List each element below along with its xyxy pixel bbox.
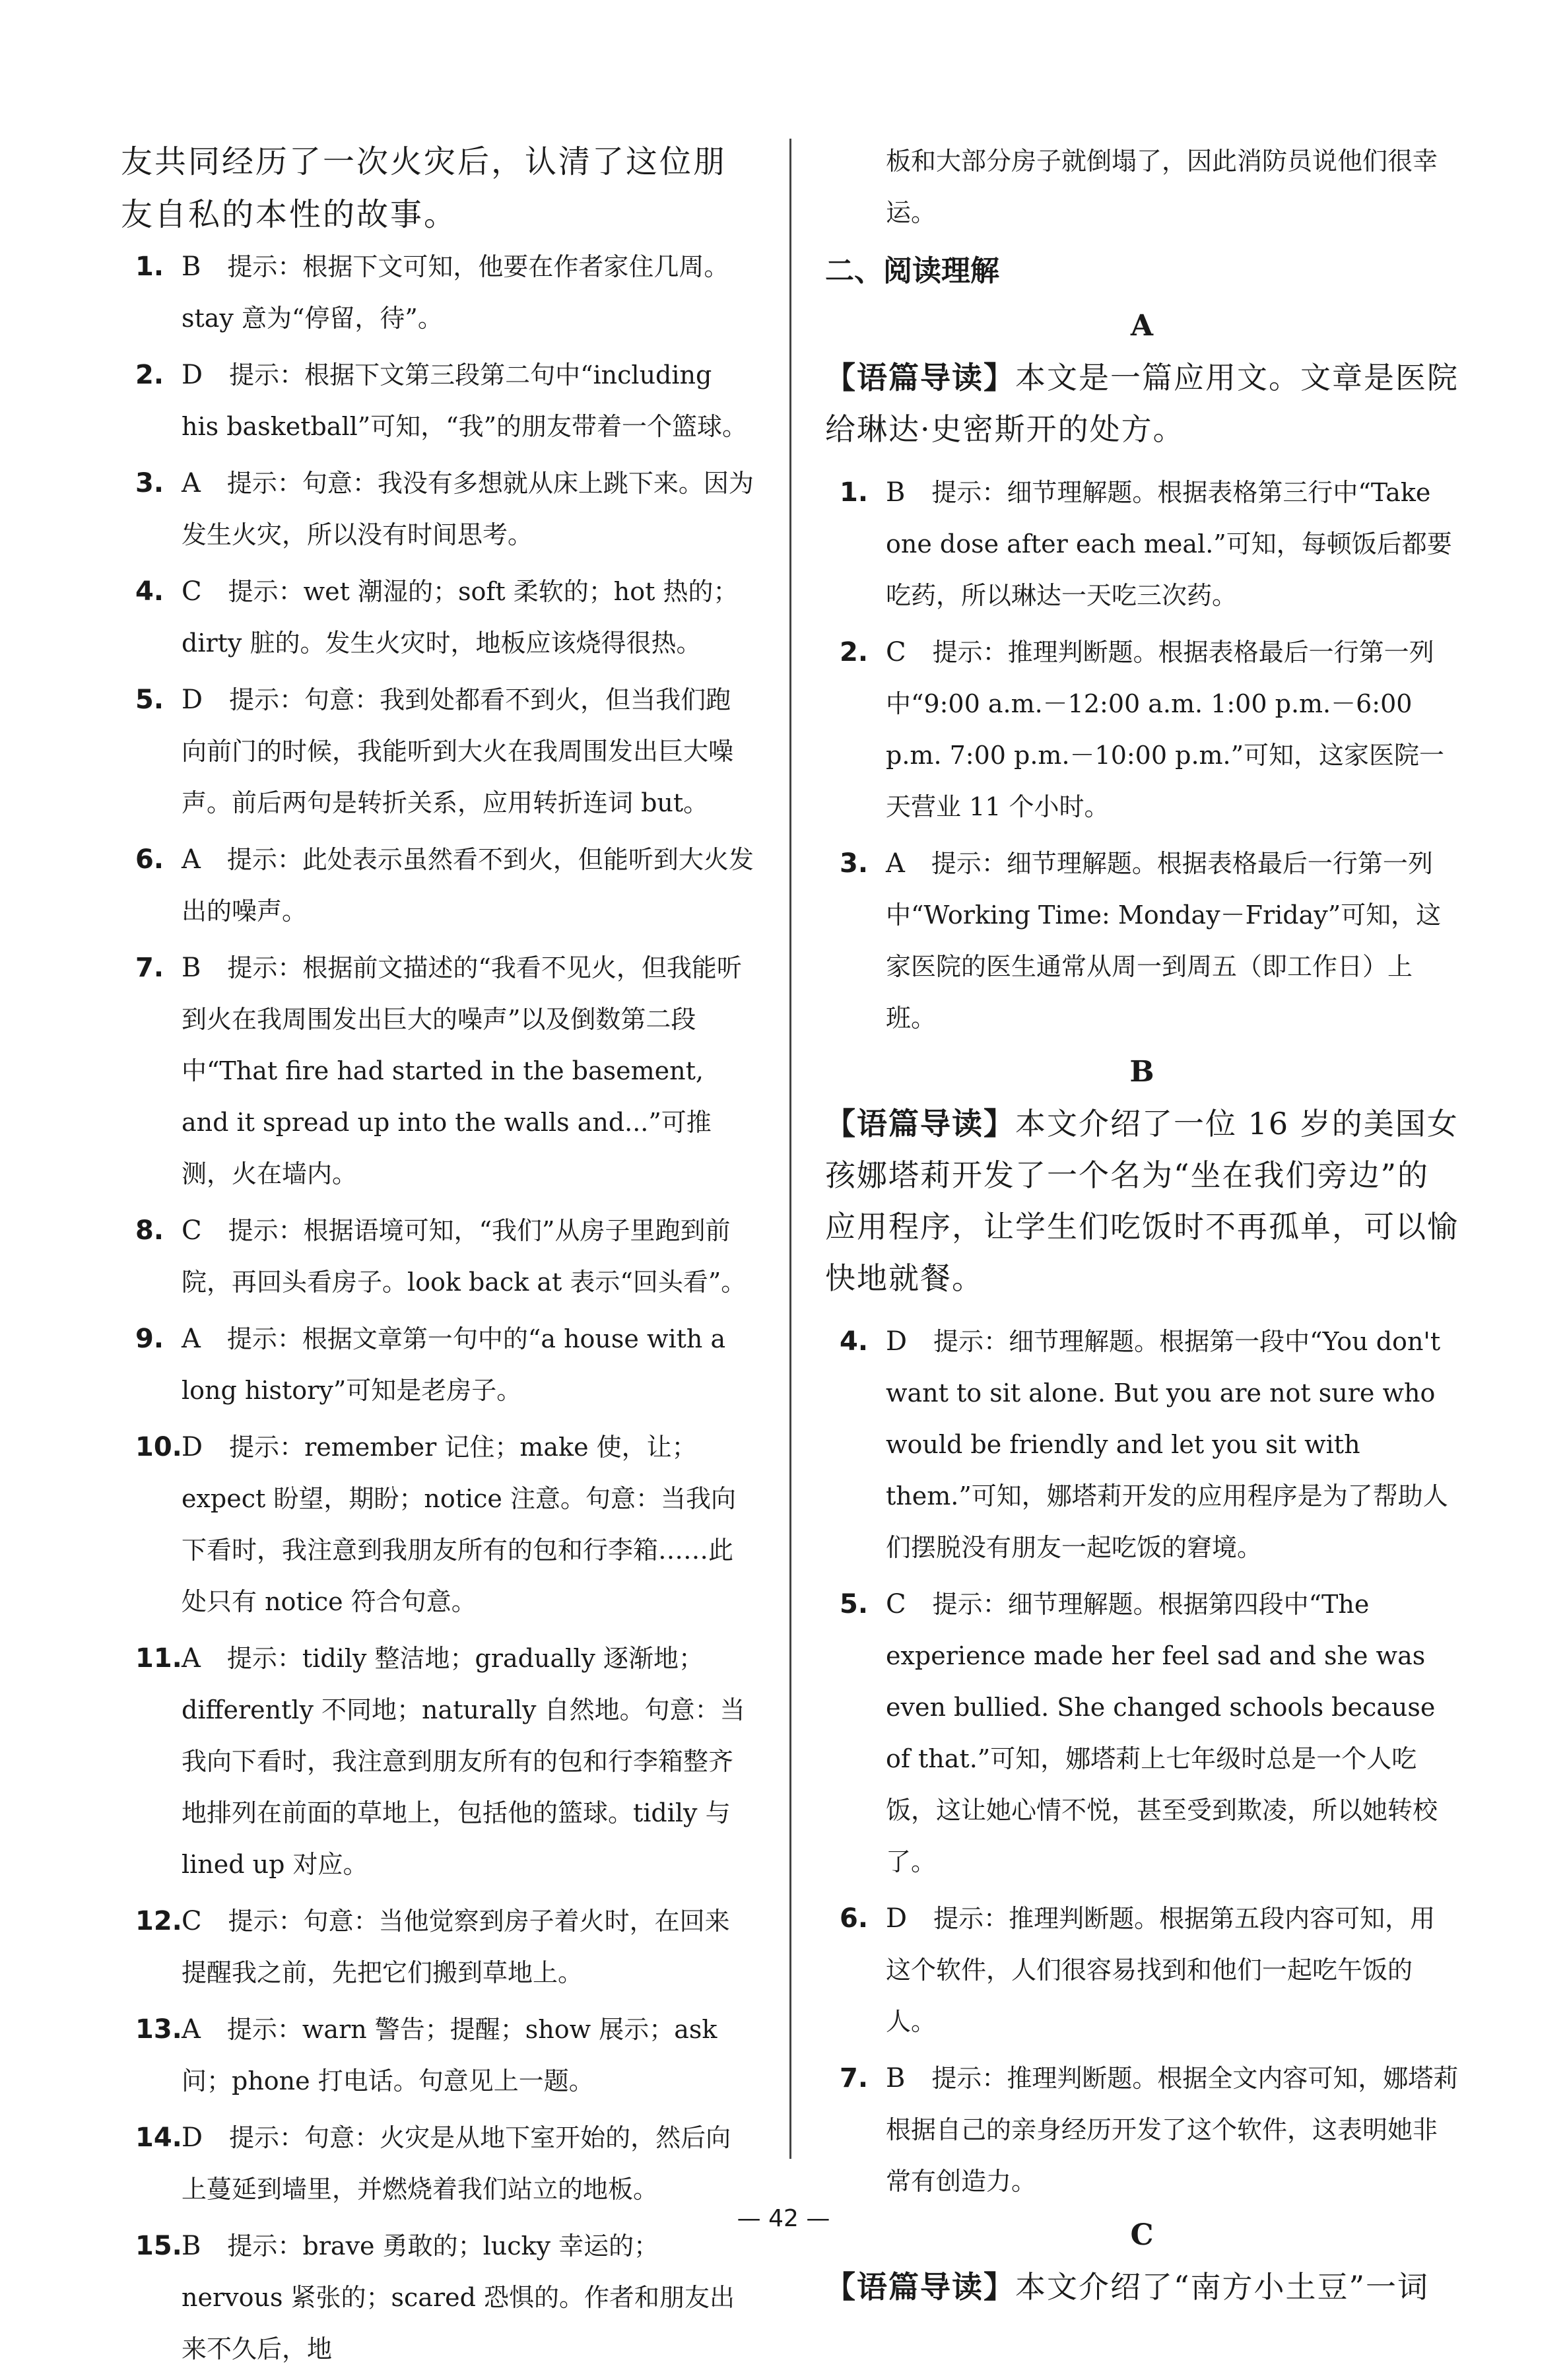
guide-label: 【语篇导读】 [825, 2269, 1015, 2305]
hint-text: warn 警告；提醒；show 展示；ask 问；phone 打电话。句意见上一题。 [182, 2015, 717, 2095]
answer-item [121, 2220, 754, 2375]
hint-text: 句意：当他觉察到房子着火时，在回来提醒我之前，先把它们搬到草地上。 [182, 1907, 730, 1987]
hint-text: 推理判断题。根据第五段内容可知，用这个软件，人们很容易找到和他们一起吃午饭的人。 [886, 1904, 1436, 2036]
item-number: 1. [840, 477, 869, 508]
answer-item [121, 349, 754, 452]
hint-label: 提示： [229, 360, 305, 390]
answer-letter: D [886, 1326, 908, 1357]
answer-letter: B [182, 2231, 201, 2261]
right-column [825, 135, 1459, 2325]
hint-text: wet 潮湿的；soft 柔软的；hot 热的；dirty 脏的。发生火灾时，地板应该烧得很热。 [182, 577, 739, 658]
hint-label: 提示： [228, 577, 304, 606]
hint-label: 提示： [933, 1327, 1009, 1356]
answer-letter: B [886, 477, 906, 508]
item-number: 4. [840, 1326, 869, 1357]
left-column [121, 135, 754, 2380]
item-number: 11. [135, 1643, 182, 1674]
passage-a-title: A [1130, 309, 1154, 343]
hint-text: 细节理解题。根据表格第三行中“Take one dose after each meal.”可知，每顿饭后都要吃药，所以琳达一天吃三次药。 [886, 478, 1452, 610]
answer-letter: C [886, 1589, 906, 1619]
hint-label: 提示： [931, 2064, 1007, 2093]
guide-label: 【语篇导读】 [825, 360, 1015, 395]
answer-letter: B [886, 2063, 906, 2093]
answer-item [825, 1316, 1459, 1573]
hint-text: 细节理解题。根据第一段中“You don't want to sit alone. But you are not sure who would be friendly and let you sit with them.”可知，娜塔莉开发的应用程序是为了帮助人们摆脱没有朋友一起吃饭的窘境。 [886, 1327, 1448, 1562]
answer-item [121, 2112, 754, 2215]
answer-item [121, 1205, 754, 1308]
hint-text: tidily 整洁地；gradually 逐渐地；differently 不同地；naturally 自然地。句意：当我向下看时，我注意到朋友所有的包和行李箱整齐地排列在前面的草地上，包括他的篮球。tidily 与 lined up 对应。 [182, 1644, 745, 1879]
answer-letter: A [182, 844, 201, 875]
answer-item [121, 2004, 754, 2107]
item-number: 15. [135, 2231, 182, 2261]
answer-item [121, 458, 754, 561]
section-title: 二、阅读理解 [825, 254, 999, 288]
hint-label: 提示： [931, 478, 1007, 507]
passage-b-guide [825, 1098, 1459, 1304]
answer-letter: A [182, 1324, 201, 1354]
item-number: 8. [135, 1215, 164, 1246]
passage-a-answers [825, 467, 1459, 1044]
guide-label: 【语篇导读】 [825, 1106, 1015, 1141]
item-number: 9. [135, 1324, 164, 1354]
answer-item [121, 1421, 754, 1627]
left-answer-list [121, 241, 754, 2375]
answer-letter: A [182, 468, 201, 498]
item-number: 14. [135, 2123, 182, 2153]
hint-text: 根据下文第三段第二句中“including his basketball”可知，“我”的朋友带着一个篮球。 [182, 360, 748, 441]
answer-letter: C [182, 1906, 202, 1936]
item-number: 10. [135, 1432, 182, 1462]
answer-item [121, 1895, 754, 1998]
item-number: 4. [135, 576, 164, 607]
hint-label: 提示： [228, 1216, 304, 1245]
item-number: 3. [840, 848, 869, 879]
hint-text: 此处表示虽然看不到火，但能听到大火发出的噪声。 [182, 845, 754, 926]
item-number: 2. [135, 360, 164, 390]
hint-label: 提示： [229, 1433, 305, 1462]
hint-label: 提示： [226, 2015, 302, 2044]
answer-letter: D [182, 685, 203, 715]
answer-letter: B [182, 953, 201, 983]
answer-item [121, 834, 754, 937]
answer-letter: D [182, 360, 203, 390]
continuation-text: 板和大部分房子就倒塌了，因此消防员说他们很幸运。 [886, 147, 1438, 227]
hint-label: 提示： [227, 252, 303, 281]
answer-letter: A [886, 848, 905, 879]
item-number: 6. [135, 844, 164, 875]
answer-item [825, 2053, 1459, 2207]
answer-letter: C [886, 637, 906, 667]
passage-a-guide [825, 352, 1459, 455]
item-number: 2. [840, 637, 869, 667]
item-number: 6. [840, 1903, 869, 1934]
hint-label: 提示： [226, 845, 302, 874]
answer-item [121, 1633, 754, 1890]
hint-text: 句意：我没有多想就从床上跳下来。因为发生火灾，所以没有时间思考。 [182, 469, 754, 549]
answer-letter: D [182, 1432, 203, 1462]
hint-label: 提示： [226, 1644, 302, 1673]
hint-text: 根据前文描述的“我看不见火，但我能听到火在我周围发出巨大的噪声”以及倒数第二段中“That fire had started in the basement, and it spread up into the walls and...”可推测，火在墙内。 [182, 953, 742, 1188]
hint-label: 提示： [227, 2231, 303, 2261]
hint-text: brave 勇敢的；lucky 幸运的；nervous 紧张的；scared 恐惧的。作者和朋友出来不久后，地 [182, 2231, 735, 2363]
hint-label: 提示： [229, 685, 305, 714]
answer-item [121, 942, 754, 1200]
answer-letter: A [182, 2014, 201, 2045]
answer-item [121, 566, 754, 669]
hint-text: 句意：火灾是从地下室开始的，然后向上蔓延到墙里，并燃烧着我们站立的地板。 [182, 2123, 731, 2204]
hint-text: remember 记住；make 使，让；expect 盼望，期盼；notice 注意。句意：当我向下看时，我注意到我朋友所有的包和行李箱……此处只有 notice 符合句意。 [182, 1433, 736, 1616]
answer-letter: C [182, 1215, 202, 1246]
hint-text: 细节理解题。根据表格最后一行第一列中“Working Time: Monday－Friday”可知，这家医院的医生通常从周一到周五（即工作日）上班。 [886, 849, 1442, 1033]
passage-c-title: C [1130, 2218, 1154, 2252]
answer-item [825, 838, 1459, 1044]
hint-label: 提示： [228, 1907, 304, 1936]
hint-label: 提示： [933, 1904, 1009, 1933]
hint-text: 句意：我到处都看不到火，但当我们跑向前门的时候，我能听到大火在我周围发出巨大噪声。前后两句是转折关系，应用转折连词 but。 [182, 685, 734, 817]
passage-b-title: B [1129, 1055, 1154, 1089]
hint-text: 推理判断题。根据全文内容可知，娜塔莉根据自己的亲身经历开发了这个软件，这表明她非常有创造力。 [886, 2064, 1459, 2196]
answer-item [825, 627, 1459, 833]
item-number: 1. [135, 252, 164, 282]
passage-c-guide [825, 2261, 1459, 2313]
answer-item [825, 467, 1459, 621]
answer-letter: D [886, 1903, 908, 1934]
guide-text: 本文介绍了“南方小土豆”一词 [1015, 2269, 1430, 2305]
item-number: 13. [135, 2014, 182, 2045]
answer-item [121, 1313, 754, 1416]
item-number: 5. [135, 685, 164, 715]
answer-item [121, 674, 754, 829]
answer-item [825, 1893, 1459, 2047]
hint-text: 根据文章第一句中的“a house with a long history”可知是老房子。 [182, 1324, 726, 1405]
intro-text: 友共同经历了一次火灾后，认清了这位朋友自私的本性的故事。 [121, 143, 727, 233]
hint-text: 细节理解题。根据第四段中“The experience made her feel sad and she was even bullied. She changed schools because of that.”可知，娜塔莉上七年级时总是一个人吃饭，这让她心情不悦，甚至受到欺凌，所以她转校了。 [886, 1590, 1438, 1876]
hint-text: 根据语境可知，“我们”从房子里跑到前院，再回头看房子。look back at 表示“回头看”。 [182, 1216, 747, 1297]
item-number: 5. [840, 1589, 869, 1619]
item-number: 7. [135, 953, 164, 983]
answer-item [121, 241, 754, 344]
hint-label: 提示： [932, 1590, 1008, 1619]
hint-label: 提示： [229, 2123, 305, 2152]
hint-text: 推理判断题。根据表格最后一行第一列中“9:00 a.m.－12:00 a.m. 1:00 p.m.－6:00 p.m. 7:00 p.m.－10:00 p.m.”可知，这家医院一天营业 11 个小时。 [886, 638, 1445, 821]
item-number: 7. [840, 2063, 869, 2093]
answer-letter: C [182, 576, 202, 607]
hint-label: 提示： [227, 953, 303, 982]
guide-text: 本文介绍了一位 16 岁的美国女孩娜塔莉开发了一个名为“坐在我们旁边”的应用程序，让学生们吃饭时不再孤单，可以愉快地就餐。 [825, 1106, 1459, 1296]
column-divider [789, 139, 791, 2159]
guide-text: 本文是一篇应用文。文章是医院给琳达·史密斯开的处方。 [825, 360, 1459, 447]
page-number: — 42 — [737, 2205, 830, 2232]
hint-label: 提示： [226, 1324, 302, 1353]
answer-item [825, 1579, 1459, 1887]
hint-label: 提示： [931, 849, 1007, 878]
hint-text: 根据下文可知，他要在作者家住几周。stay 意为“停留，待”。 [182, 252, 729, 333]
hint-label: 提示： [932, 638, 1008, 667]
hint-label: 提示： [226, 469, 302, 498]
answer-letter: A [182, 1643, 201, 1674]
answer-letter: D [182, 2123, 203, 2153]
item-number: 12. [135, 1906, 182, 1936]
answer-letter: B [182, 252, 201, 282]
passage-b-answers [825, 1316, 1459, 2207]
item-number: 3. [135, 468, 164, 498]
